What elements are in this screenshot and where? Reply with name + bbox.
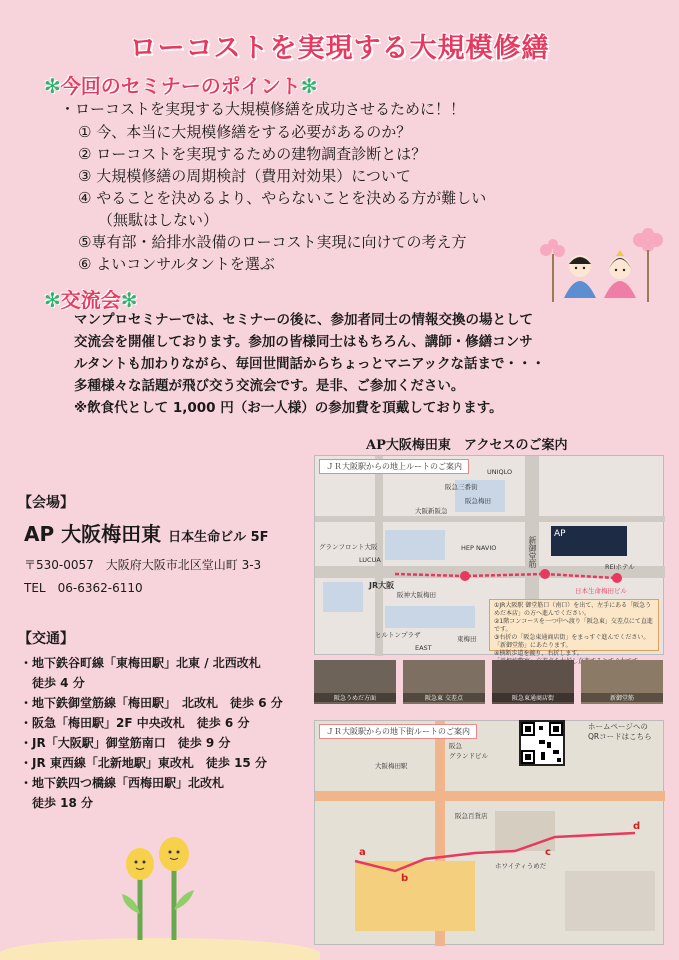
- list-item: ① 今、本当に大規模修繕をする必要があるのか？: [78, 123, 412, 141]
- list-item: ⑤専有部・給排水設備のローコスト実現に向けての考え方: [78, 233, 467, 251]
- list-item: ・ 地下鉄四つ橋線「西梅田駅」北改札: [20, 773, 283, 793]
- flyer-title: ローコストを実現する大規模修繕: [129, 33, 550, 64]
- map-label: LUCUA: [359, 556, 381, 564]
- map-label: 阪急百貨店: [455, 812, 488, 820]
- exchange-heading-text: 交流会: [60, 288, 121, 312]
- list-item: ⑥ よいコンサルタントを選ぶ: [78, 255, 275, 273]
- photo-caption: 阪急うめだ方面: [314, 693, 396, 702]
- qr-code-note: [588, 722, 652, 742]
- list-item: ・ 地下鉄谷町線「東梅田駅」北東 / 北西改札: [20, 653, 283, 673]
- ap-logo-sign: [551, 526, 627, 556]
- list-item: 徒歩 4 分: [32, 676, 85, 690]
- transport-heading: 【交通】: [18, 631, 74, 647]
- list-item: ・ JR「大阪駅」御堂筋南口 徒歩 9 分: [20, 733, 283, 753]
- photo-caption: 新御堂筋: [581, 693, 663, 702]
- route-photo: [581, 660, 663, 704]
- venue-building: 日本生命ビル 5F: [168, 530, 269, 545]
- list-item: ④ やることを決めるより、やらないことを決める方が難しい: [78, 189, 487, 207]
- map-label: EAST: [415, 644, 432, 652]
- map-label: 東梅田: [457, 635, 477, 643]
- map-label: 大阪新阪急: [415, 507, 448, 515]
- venue-heading: 【会場】: [18, 495, 74, 511]
- qr-code[interactable]: [519, 720, 565, 766]
- map-label: 阪急梅田: [465, 497, 491, 505]
- transport-list: [20, 653, 283, 813]
- seminar-points-heading: [44, 70, 318, 99]
- exchange-line: マンプロセミナーでは、セミナーの後に、参加者同士の情報交換の場として: [74, 312, 533, 328]
- star-icon: ✻: [44, 288, 61, 312]
- star-icon: ✻: [300, 74, 318, 98]
- qr-note-line: ホームページへの: [588, 722, 648, 731]
- map-label: 新御堂筋: [528, 536, 537, 568]
- star-icon: ✻: [120, 288, 138, 312]
- photo-caption: 阪急東通商店街: [492, 693, 574, 702]
- tulip-characters-illustration: [110, 834, 210, 944]
- map-label: グランドビル: [449, 752, 488, 760]
- route-note: 「新御堂筋」にあたります。: [494, 642, 572, 649]
- map-label: 大阪梅田駅: [375, 762, 408, 770]
- route-note: ①JR大阪駅 御堂筋口（南口）を出て、左手にある「阪急うめだ本店」の方へ進んでください。: [494, 602, 652, 617]
- access-title: AP大阪梅田東 アクセスのご案内: [366, 438, 568, 453]
- map-label: JR大阪: [369, 581, 395, 590]
- list-item: ③ 大規模修繕の周期検討（費用対効果）について: [78, 167, 411, 185]
- star-icon: ✻: [44, 74, 61, 98]
- exchange-line: 交流会を開催しております。参加の皆様同士はもちろん、講師・修繕コンサ: [74, 334, 533, 350]
- route-photo: [403, 660, 485, 704]
- venue-tel: TEL 06-6362-6110: [24, 581, 143, 595]
- seminar-points-heading-text: 今回のセミナーのポイント: [60, 74, 301, 98]
- route-photo: [314, 660, 396, 704]
- underground-route-line: [315, 721, 665, 946]
- underground-route-map-caption: ＪＲ大阪駅からの地下街ルートのご案内: [319, 724, 477, 739]
- seminar-points-list: [78, 121, 486, 275]
- surface-route-map: [314, 455, 664, 655]
- map-label: REIホテル: [605, 563, 635, 571]
- list-item: ② ローコストを実現するための建物調査診断とは？: [78, 145, 427, 163]
- map-label: 阪急: [449, 742, 462, 750]
- map-label: UNIQLO: [487, 468, 513, 476]
- venue-name: [24, 518, 269, 547]
- surface-route-map-caption: ＪＲ大阪駅からの地上ルートのご案内: [319, 459, 469, 474]
- route-note: ③右折の「阪急東通商店街」をまっすぐ進んでください。: [494, 634, 650, 641]
- route-point-d: d: [633, 821, 641, 832]
- exchange-line: 多種様々な話題が飛び交う交流会です。是非、ご参加ください。: [74, 378, 465, 394]
- exchange-description: [74, 309, 634, 419]
- list-item: ・ 地下鉄御堂筋線「梅田駅」 北改札 徒歩 6 分: [20, 693, 283, 713]
- route-note: ④横断歩道を渡り、右折します。: [494, 650, 583, 657]
- route-point-b: b: [401, 873, 409, 884]
- route-point-c: c: [545, 847, 551, 858]
- qr-code-icon: [521, 722, 563, 764]
- qr-note-line: QRコードはこちら: [588, 732, 652, 741]
- map-label: ヒルトンプラザ: [375, 631, 421, 639]
- map-label: 阪急三番街: [445, 483, 478, 491]
- underground-route-map: [314, 720, 664, 945]
- route-instructions: [489, 599, 659, 657]
- route-photo: [492, 660, 574, 704]
- route-note: ②1階コンコースを一つ中へ渡り「阪急東」交差点にて直進です。: [494, 618, 653, 633]
- venue-address: 〒530-0057 大阪府大阪市北区堂山町 3-3: [24, 558, 262, 572]
- list-item: 徒歩 18 分: [32, 796, 94, 810]
- list-item: ・ JR 東西線「北新地駅」東改札 徒歩 15 分: [20, 753, 283, 773]
- hina-dolls-illustration: [528, 224, 668, 304]
- exchange-line: ルタントも加わりながら、毎回世間話からちょっとマニアックな話まで・・・: [74, 356, 546, 372]
- list-item: （無駄はしない）: [98, 211, 219, 229]
- venue-name-text: AP 大阪梅田東: [24, 522, 162, 546]
- photo-caption: 阪急東 交差点: [403, 693, 485, 702]
- map-label: ホワイティうめだ: [495, 862, 547, 870]
- map-label: グランフロント大阪: [319, 543, 378, 551]
- route-point-a: a: [359, 847, 366, 858]
- map-label: HEP NAVIO: [461, 544, 497, 552]
- list-item: ・ 阪急「梅田駅」2F 中央改札 徒歩 6 分: [20, 713, 283, 733]
- route-photos: [314, 660, 664, 704]
- exchange-line: ※飲食代として 1,000 円（お一人様）の参加費を頂戴しております。: [74, 400, 503, 416]
- map-label: 阪神大阪梅田: [397, 591, 436, 599]
- map-label: 日本生命梅田ビル: [575, 587, 627, 595]
- ap-sign-text: AP: [554, 529, 566, 539]
- seminar-lead: ・ローコストを実現する大規模修繕を成功させるために！！: [60, 100, 466, 118]
